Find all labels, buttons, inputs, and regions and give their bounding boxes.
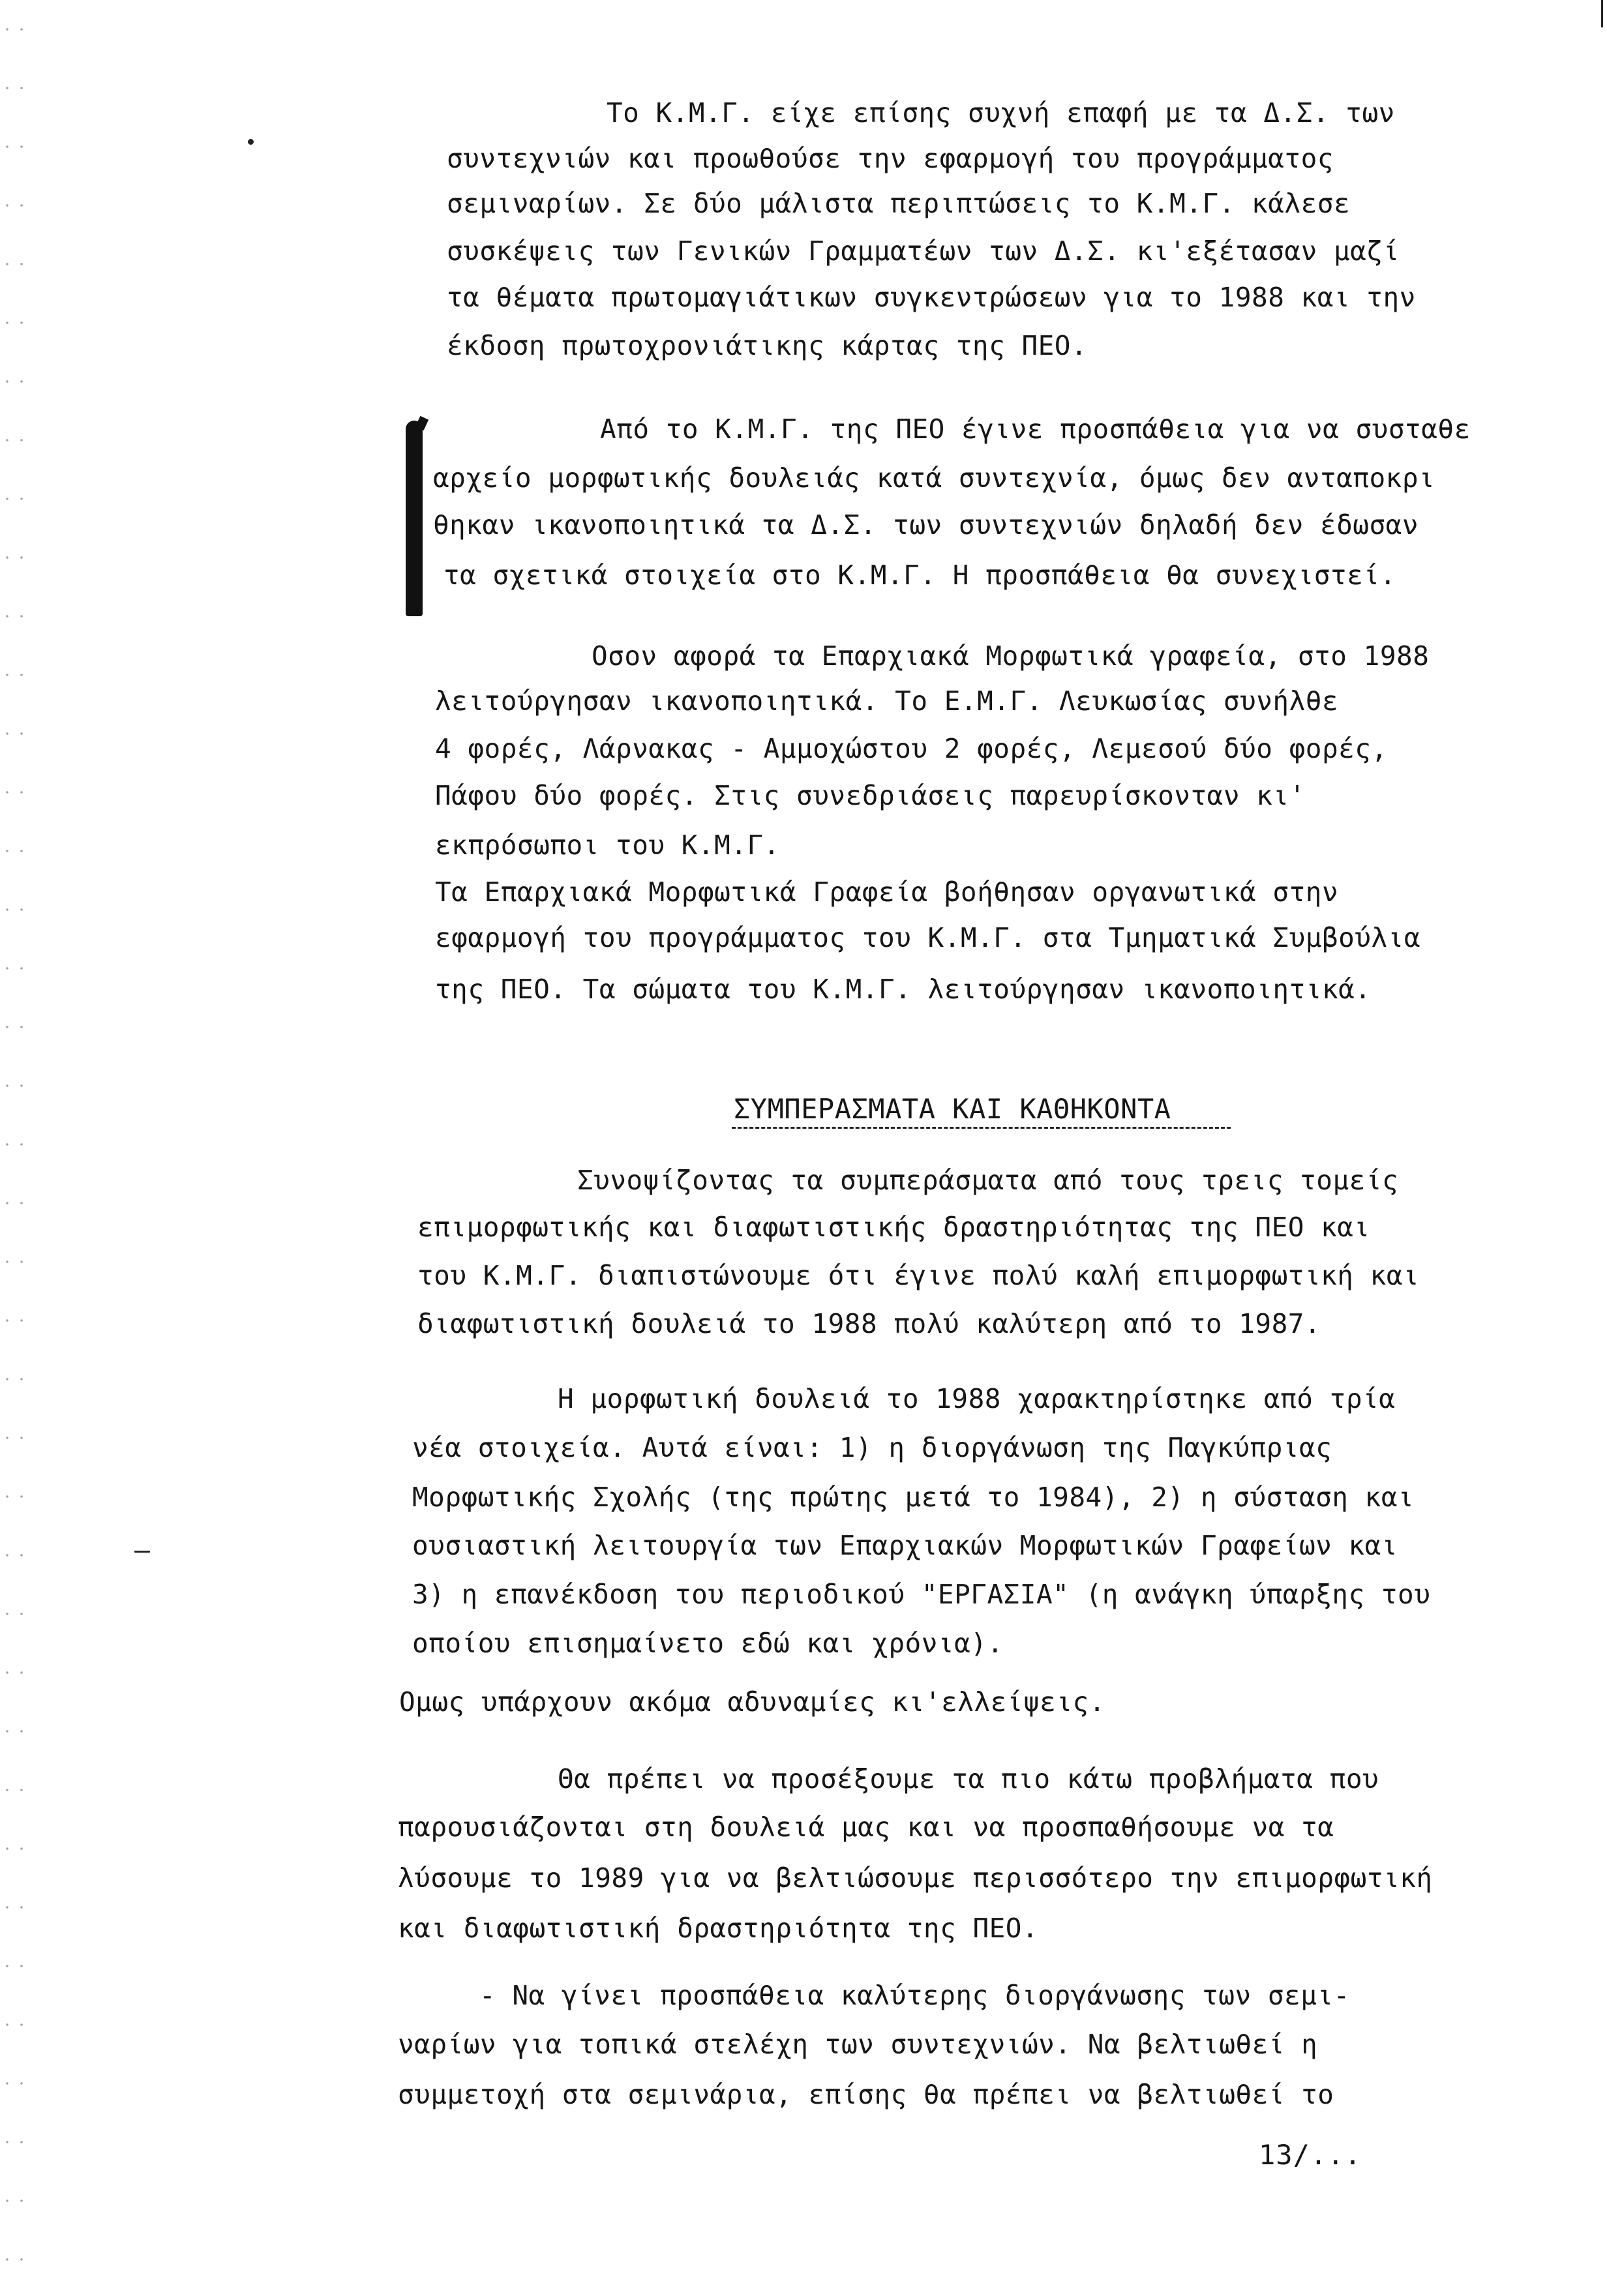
text-line: σεμιναρίων. Σε δύο μάλιστα περιπτώσεις το Κ.Μ.Γ. κάλεσε <box>447 188 1351 219</box>
text-line: συμμετοχή στα σεμινάρια, επίσης θα πρέπει να βελτιωθεί το <box>398 2079 1334 2110</box>
text-line: Οσον αφορά τα Επαρχιακά Μορφωτικά γραφεία, στο 1988 <box>592 640 1430 672</box>
text-line: λύσουμε το 1989 για να βελτιώσουμε περισσότερο την επιμορφωτική <box>398 1862 1433 1894</box>
text-line: αρχείο μορφωτικής δουλειάς κατά συντεχνία, όμως δεν ανταποκρι <box>433 462 1435 494</box>
text-line: οποίου επισημαίνετο εδώ και χρόνια). <box>412 1628 1004 1659</box>
text-line: - Να γίνει προσπάθεια καλύτερης διοργάνωσης των σεμι- <box>479 1980 1350 2011</box>
heading-underline <box>732 1127 1231 1129</box>
scan-corner-mark <box>1601 0 1603 27</box>
text-line: και διαφωτιστική δραστηριότητα της ΠΕΟ. <box>398 1913 1039 1944</box>
text-line: νέα στοιχεία. Αυτά είναι: 1) η διοργάνωση της Παγκύπριας <box>412 1432 1332 1463</box>
text-line: λειτούργησαν ικανοποιητικά. Το Ε.Μ.Γ. Λευκωσίας συνήλθε <box>435 685 1339 717</box>
text-line: Ομως υπάρχουν ακόμα αδυναμίες κι'ελλείψεις. <box>399 1686 1105 1718</box>
text-line: Από το Κ.Μ.Γ. της ΠΕΟ έγινε προσπάθεια για να συσταθε <box>600 413 1471 445</box>
text-line: Θα πρέπει να προσέξουμε τα πιο κάτω προβλήματα που <box>558 1763 1379 1795</box>
text-line: συντεχνιών και προωθούσε την εφαρμογή του προγράμματος <box>447 143 1334 174</box>
text-line: επιμορφωτικής και διαφωτιστικής δραστηριότητας της ΠΕΟ και <box>417 1212 1370 1243</box>
text-line: τα θέματα πρωτομαγιάτικων συγκεντρώσεων για το 1988 και την <box>447 282 1416 313</box>
margin-bracket-mark <box>406 421 423 616</box>
text-line: διαφωτιστική δουλειά το 1988 πολύ καλύτερη από το 1987. <box>417 1308 1321 1339</box>
text-line: έκδοση πρωτοχρονιάτικης κάρτας της ΠΕΟ. <box>447 330 1088 361</box>
text-line: Μορφωτικής Σχολής (της πρώτης μετά το 1984), 2) η σύσταση και <box>412 1482 1415 1513</box>
text-line: του Κ.Μ.Γ. διαπιστώνουμε ότι έγινε πολύ καλή επιμορφωτική και <box>417 1260 1420 1291</box>
text-line: Τα Επαρχιακά Μορφωτικά Γραφεία βοήθησαν οργανωτικά στην <box>435 876 1339 908</box>
text-line: εφαρμογή του προγράμματος του Κ.Μ.Γ. στα Τμηματικά Συμβούλια <box>435 922 1421 953</box>
text-line: Συνοψίζοντας τα συμπεράσματα από τους τρεις τομείς <box>577 1165 1399 1196</box>
text-line: τα σχετικά στοιχεία στο Κ.Μ.Γ. Η προσπάθεια θα συνεχιστεί. <box>443 559 1396 591</box>
text-line: παρουσιάζονται στη δουλειά μας και να προσπαθήσουμε να τα <box>398 1811 1334 1843</box>
text-line: 4 φορές, Λάρνακας - Αμμοχώστου 2 φορές, Λεμεσού δύο φορές, <box>435 733 1388 764</box>
text-line: 3) η επανέκδοση του περιοδικού "ΕΡΓΑΣΙΑ" (η ανάγκη ύπαρξης του <box>412 1579 1431 1610</box>
scan-speck <box>248 139 254 145</box>
text-line: ναρίων για τοπικά στελέχη των συντεχνιών. Να βελτιωθεί η <box>398 2029 1318 2060</box>
text-line: θηκαν ικανοποιητικά τα Δ.Σ. των συντεχνιών δηλαδή δεν έδωσαν <box>433 509 1419 541</box>
text-line: Η μορφωτική δουλειά το 1988 χαρακτηρίστηκε από τρία <box>558 1383 1396 1414</box>
text-line: Το Κ.Μ.Γ. είχε επίσης συχνή επαφή με τα Δ.Σ. των <box>607 97 1395 128</box>
text-line: της ΠΕΟ. Τα σώματα του Κ.Μ.Γ. λειτούργησαν ικανοποιητικά. <box>435 974 1372 1005</box>
section-heading: ΣΥΜΠΕΡΑΣΜΑΤΑ ΚΑΙ ΚΑΘΗΚΟΝΤΑ <box>734 1093 1171 1125</box>
scan-edge-dots <box>0 0 26 2296</box>
text-line: συσκέψεις των Γενικών Γραμματέων των Δ.Σ. κι'εξέτασαν μαζί <box>447 235 1400 267</box>
text-line: Πάφου δύο φορές. Στις συνεδριάσεις παρευρίσκονταν κι' <box>435 780 1306 811</box>
scan-dash-mark <box>134 1551 150 1553</box>
text-line: εκπρόσωποι του Κ.Μ.Γ. <box>435 829 780 861</box>
text-line: ουσιαστική λειτουργία των Επαρχιακών Μορφωτικών Γραφείων και <box>412 1530 1398 1561</box>
page-number: 13/... <box>1259 2139 1362 2171</box>
